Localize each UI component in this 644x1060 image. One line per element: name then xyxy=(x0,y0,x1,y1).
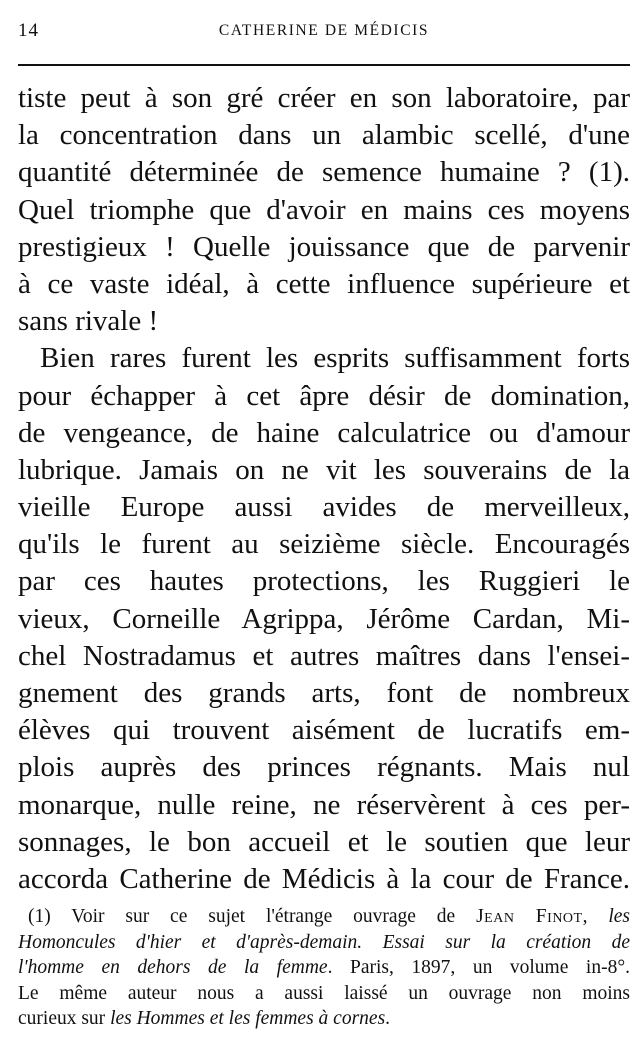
footnote-line: Le même auteur nous a aussi laissé un ouvrage non moins xyxy=(18,982,630,1004)
text-line: gnement des grands arts, font de nombreux xyxy=(18,677,630,709)
footnote-author: Jean Finot xyxy=(476,906,583,927)
running-title: CATHERINE DE MÉDICIS xyxy=(218,22,430,39)
text-line: qu'ils le furent au seizième siècle. Encouragés xyxy=(18,528,630,561)
text-line: élèves qui trouvent aisément de lucratifs em- xyxy=(18,714,630,747)
footnote-line xyxy=(18,955,630,981)
footnote-title-end: l'homme en dehors de la femme xyxy=(18,957,328,979)
text-line: Quel triomphe que d'avoir en mains ces moyens xyxy=(18,193,630,226)
text-line: de vengeance, de haine calculatrice ou d'amour xyxy=(18,416,630,449)
text-line: plois auprès des princes régnants. Mais nul xyxy=(18,751,630,784)
text-line: Bien rares furent les esprits suffisamment forts xyxy=(40,342,630,375)
footnote-line xyxy=(18,904,630,930)
text-line: sans rivale ! xyxy=(18,305,159,338)
text-line: la concentration dans un alambic scellé, d'une xyxy=(18,119,630,152)
text-line: sonnages, le bon accueil et le soutien que leur xyxy=(18,825,630,858)
text-line: à ce vaste idéal, à cette influence supérieure et xyxy=(18,267,630,300)
text-line: monarque, nulle reine, ne réservèrent à ces per- xyxy=(18,788,630,821)
text-line: par ces hautes protections, les Ruggieri le xyxy=(18,565,630,598)
header-rule xyxy=(18,64,630,66)
footnote xyxy=(18,904,630,1032)
text-line: prestigieux ! Quelle jouissance que de parvenir xyxy=(18,230,630,263)
footnote-text: . xyxy=(385,1008,391,1030)
page-header xyxy=(18,14,630,44)
text-line: chel Nostradamus et autres maîtres dans l'ensei- xyxy=(18,639,630,672)
text-line: tiste peut à son gré créer en son laboratoire, par xyxy=(18,82,630,114)
footnote-text: (1) Voir sur ce sujet l'étrange ouvrage de xyxy=(28,906,477,927)
footnote-line xyxy=(18,1006,630,1032)
page-number: 14 xyxy=(18,20,39,41)
text-line: accorda Catherine de Médicis à la cour de France. xyxy=(18,862,630,895)
footnote-text: , xyxy=(582,906,609,927)
footnote-line: Homoncules d'hier et d'après-demain. Essai sur la création de xyxy=(18,931,630,953)
text-line: vieille Europe aussi avides de merveilleux, xyxy=(18,491,630,524)
body-text xyxy=(18,80,630,898)
text-line: vieux, Corneille Agrippa, Jérôme Cardan, Mi- xyxy=(18,602,630,635)
footnote-book-title: les Hommes et les femmes à cornes xyxy=(110,1008,386,1030)
footnote-title-start: les xyxy=(608,906,630,927)
text-line: pour échapper à cet âpre désir de domination, xyxy=(18,379,630,412)
footnote-text: curieux sur xyxy=(18,1008,111,1030)
footnote-text: . Paris, 1897, un volume in-8°. xyxy=(327,957,630,979)
text-line: quantité déterminée de semence humaine ? (1). xyxy=(18,156,630,189)
text-line: lubrique. Jamais on ne vit les souverains de la xyxy=(18,453,630,486)
